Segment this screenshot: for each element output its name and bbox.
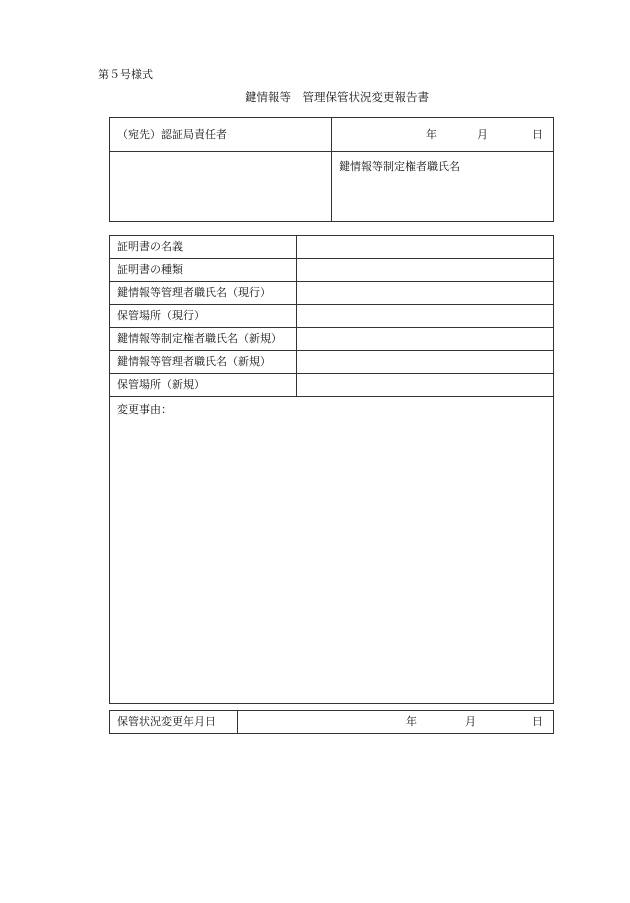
row-value-field[interactable]: [297, 282, 554, 305]
row-label: 保管場所（新規）: [110, 374, 297, 397]
row-label: 保管場所（現行）: [110, 305, 297, 328]
row-label: 証明書の名義: [110, 236, 297, 259]
row-value-field[interactable]: [297, 351, 554, 374]
change-day-label: 日: [532, 715, 543, 729]
date-year-label: 年: [426, 127, 437, 141]
controller-name-cell[interactable]: [332, 152, 554, 222]
change-month-label: 月: [465, 715, 476, 729]
row-value-field[interactable]: [297, 305, 554, 328]
row-label: 鍵情報等管理者職氏名（新規）: [110, 351, 297, 374]
table-row: [110, 305, 554, 328]
change-date-label: 保管状況変更年月日: [110, 711, 238, 734]
reason-row: [110, 397, 554, 704]
change-date-table: [109, 710, 554, 734]
row-label: 鍵情報等管理者職氏名（現行）: [110, 282, 297, 305]
table-row: [110, 236, 554, 259]
table-row: [110, 351, 554, 374]
row-value-field[interactable]: [297, 259, 554, 282]
report-date-cell[interactable]: [332, 118, 554, 152]
blank-cell: [110, 152, 332, 222]
row-label: 鍵情報等制定権者職氏名（新規）: [110, 328, 297, 351]
controller-name-label: 鍵情報等制定権者職氏名: [339, 160, 460, 173]
addressee-table: [109, 117, 554, 222]
change-date-field[interactable]: [238, 711, 554, 734]
table-row: [110, 259, 554, 282]
details-table: [109, 235, 554, 704]
row-label: 証明書の種類: [110, 259, 297, 282]
reason-field[interactable]: [110, 397, 554, 704]
table-row: [110, 328, 554, 351]
change-year-label: 年: [406, 715, 417, 729]
date-day-label: 日: [532, 127, 543, 141]
document-title: 鍵情報等 管理保管状況変更報告書: [245, 90, 429, 104]
row-value-field[interactable]: [297, 236, 554, 259]
row-value-field[interactable]: [297, 328, 554, 351]
addressee-cell: （宛先）認証局責任者: [110, 118, 332, 152]
row-value-field[interactable]: [297, 374, 554, 397]
table-row: [110, 374, 554, 397]
form-number: 第５号様式: [98, 68, 153, 81]
reason-label: 変更事由：: [117, 403, 172, 416]
date-month-label: 月: [477, 127, 488, 141]
table-row: [110, 282, 554, 305]
